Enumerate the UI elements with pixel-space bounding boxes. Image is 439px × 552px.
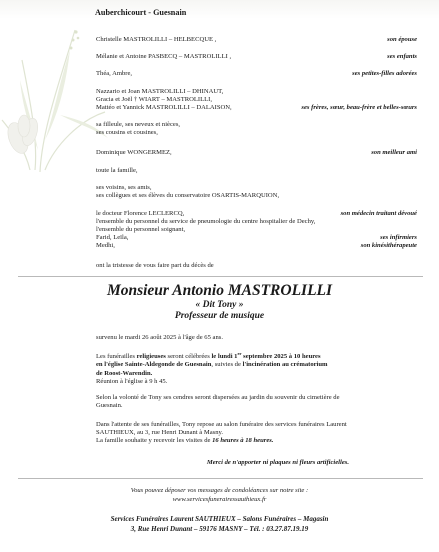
family-line-relation: son kinésithérapeute [360,242,417,249]
family-line-left: le docteur Florence LECLERCQ, [96,210,185,217]
ashes-text: Selon la volonté de Tony ses cendres seront dispersées au jardin du souvenir du cimetière de [96,394,340,401]
family-line-left: l'ensemble du personnel du service de pneumologie du centre hospitalier de Dechy, [96,218,316,225]
family-line-left: Dominique WONGERMEZ, [96,149,172,156]
funeral-text: er [237,351,242,356]
condolences-website: www.servicesfunerairessauthieux.fr [172,496,267,503]
family-line-relation: ses infirmiers [380,234,417,241]
family-line-left: Farid, Leïla, [96,234,129,241]
grass-flower-illustration [0,20,110,175]
family-line-left: Medhi, [96,242,115,249]
family-line-left: ont la tristesse de vous faire part du décès de [96,262,214,269]
footer-address: 3, Rue Henri Dunant – 59176 MASNY – Tél. : 03.27.87.19.19 [130,525,309,533]
family-line-relation: ses frères, sœur, beau-frère et belles-sœurs [301,104,417,111]
visits-text: SAUTHIEUX, au 3, rue Henri Dunant à Masny. [96,429,224,437]
funeral-text: septembre 2025 à 10 heures [243,353,321,361]
funeral-text: Réunion à l'église à 9 h 45. [96,377,168,385]
family-line-left: Nazzario et Joan MASTROLILLI – DHINAUT, [96,88,224,95]
header-band [0,0,439,19]
death-date-line: survenu le mardi 26 août 2025 à l'âge de 65 ans. [96,334,223,341]
family-line-left: Théa, Ambre, [96,70,133,77]
visits-paragraph [96,421,426,446]
footer-company: Services Funéraires Laurent SAUTHIEUX – Salons Funéraires – Magasin [110,515,329,523]
deceased-nickname: « Dit Tony » [195,300,244,310]
condolences-text: Vous pouvez déposer vos messages de condoléances sur notre site : [130,487,309,494]
funeral-text: Les funérailles [96,353,135,361]
family-line-relation: son épouse [387,36,417,43]
family-line-left: ses collègues et ses élèves du conservatoire OSARTIS-MARQUION, [96,192,280,199]
funeral-text: l'incinération au crématorium [242,361,328,369]
family-line-left: ses cousins et cousines, [96,129,158,136]
family-line-relation: son médecin traitant dévoué [340,210,417,217]
family-line-left: Mélanie et Antoine PASBECQ – MASTROLILLI , [96,53,232,60]
divider [18,478,423,479]
divider [18,276,423,277]
header-place: Auberchicourt - Guesnain [95,8,187,17]
ashes-text: Guesnain. [96,402,123,410]
family-line-relation: ses petites-filles adorées [352,70,417,77]
ashes-paragraph [96,394,426,410]
funeral-text: en l'église Sainte-Aldegonde de Guesnain [96,361,212,369]
visits-text: Dans l'attente de ses funérailles, Tony repose au salon funéraire des services funéraires Laurent [96,421,347,428]
deceased-name: Monsieur Antonio MASTROLILLI [106,282,333,299]
family-line-relation: son meilleur ami [371,149,417,156]
visits-text: La famille souhaite y recevoir les visites de [96,437,211,445]
family-line-left: toute la famille, [96,167,138,174]
family-line-left: l'ensemble du personnel soignant, [96,226,186,233]
visits-text: 16 heures à 18 heures. [212,437,274,445]
funeral-text: le lundi 1 [211,353,238,361]
family-line-left: Christelle MASTROLILLI – HELBECQUE , [96,36,217,43]
funeral-text: de Roost-Warendin. [96,369,153,377]
family-line-left: Gracia et Joël † WIART – MASTROLILLI, [96,96,213,103]
family-line-left: Mattéo et Yannick MASTROLILLI – DALAISON, [96,104,232,111]
funeral-text: , suivies de [211,361,241,369]
funeral-text: seront célébrées [167,353,210,361]
family-line-relation: ses enfants [387,53,417,60]
family-line-left: ses voisins, ses amis, [96,184,152,191]
funeral-text: religieuses [136,353,166,361]
deceased-profession: Professeur de musique [174,311,265,321]
family-line-left: sa filleule, ses neveux et nièces, [96,121,181,128]
flowers-notice: Merci de n'apporter ni plaques ni fleurs artificielles. [206,459,349,466]
funeral-paragraph [96,350,426,386]
